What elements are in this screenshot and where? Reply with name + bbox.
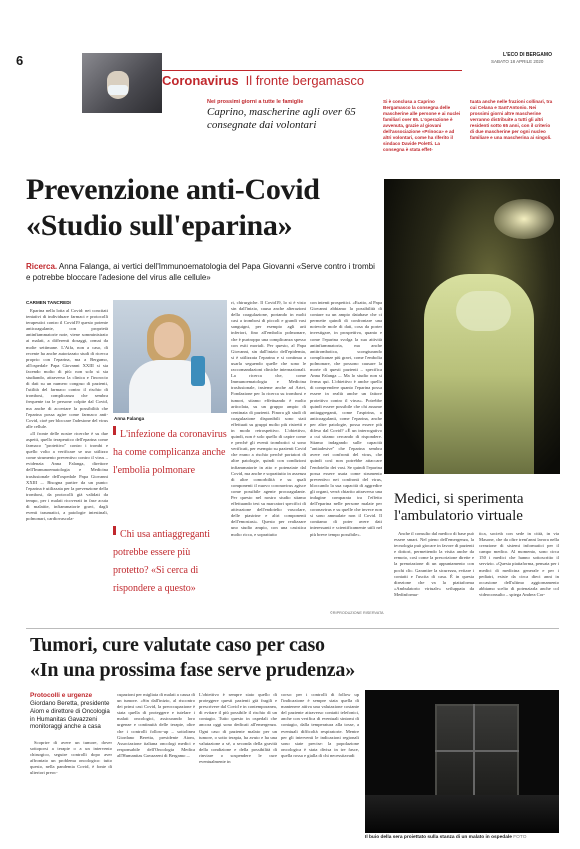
bottom-col2 [117,692,195,830]
main-headline-line1: Prevenzione anti-Covid [26,173,320,206]
night-window-photo [365,690,559,833]
pull-quote-1-text: L'infezione da coronavirus ha come complicanza anche l'embolia polmonare [113,429,227,476]
main-subhead-lead: Ricerca. [26,262,58,271]
mask-shape [108,85,128,95]
bottom-photo-caption [365,835,559,840]
main-col1 [26,308,108,618]
light-glow [494,199,554,239]
main-col3-para: con intenti prospettici. «Esatto, al Papa Giovanni abbiamo la possibilità di contare su un ampio database che ci permette quindi di confrontare una notevole mole di dati, cosa da porter investigare, in prospettiva, quanto e come l'eparina svolga la sua attività antinfiammatoria, ma anche antitrombotica, scongiurando complicanze più gravi, come l'embolia polmonare, che possono causare la morte di questi pazienti – specifica Anna Falanga –. Ma lo studio non si ferma qui. L'obiettivo è anche quello di comprendere quanto l'eparina possa essere in realtà anche un fattore protettivo contro il virus». Potrebbe quindi essere possibile che chi assume antiaggreganti, come l'aspirina, o anticoagulanti, come l'eparina, anche per altre patologie, possa essere più difeso dal Covid? «È un interrogativo a cui stiamo cercando di rispondere. Stiamo indagando sulle capacità "antiadesive" che l'eparina sembra avere nei confronti del virus, che quindi così non potrebbe attaccare l'endotelio dei vasi. Se quindi l'eparina possa essere usata come strumento preventivo nei confronti del virus, bloccando la sua capacità di aggredire gli organi, verrà chiarito attraverso una indagine comparata tra l'effetto dell'eparina nelle persone malate per coronavirus e su quelle che invece non si sono ammalate non il Covid. Il contiamo di poter avere dati interessanti e scientificamente utili nel più breve tempo possibile». [310,300,382,537]
bottom-headline-line1: Tumori, cure valutate caso per caso [30,634,325,656]
portrait-photo [113,300,227,413]
window-frame-h [435,750,519,752]
main-col1-para2: «Il fronte delle nostre ricerche è su due aspetti, quello terapeutico dell'eparina come farmaco "protettivo" contro i trombi e quello volto a verificare se uso utilizzo come strumento preventivo contro il virus – evidenzia Anna Falanga, direttore dell'Immunoematologia e Medicina trasfusionale dell'ospedale Papa Giovanni XXIII –. Bisogna partire da un punto: l'eparina è utilizzata per la prevenzione della trombosi, da protocolli già validati da tempo, per i malati ricoverati in fase acuta di malattie, infiammatorie gravi, dagli eventi traumatici, a patologie intestinali, polmonari, cardiovascola- [26,430,108,522]
main-col3 [310,300,382,610]
top-story-col1: Si è conclusa a Caprino Bergamasco la consegna delle mascherine alle persone e ai nuclei familiari over 65. L'operazione è avvenuta, grazie al giovani dell'associazione «Prinoca» e ad altri volontari, come ha riferito il sindaco Davide Poletti. La consegna è stata effet- [383,99,461,152]
hospital-photo [384,179,560,474]
pull-quote-2 [113,524,227,596]
bottom-col4 [281,692,359,830]
portrait-caption: Anna Falanga [114,416,145,421]
top-story-headline: Caprino, mascherine agli over 65 consegnate dai volontari [207,106,356,131]
side-col2-para: tica, società con sede in città, in via Masone, che da oltre trent'anni lavora nella creazione di sistemi informatici per il campo medico. Al momento, sono circa 150 i medici che hanno sottoscritto il servizio. «Questa piattaforma, pensata per i medici di medicina generale e per i pediatri, esiste da circa dieci anni in occasione dell'ultimo aggiornamento abbiamo scelto di potenziarla anche col videoconsulto – spiega Andrea Cor- [479,531,559,597]
main-subhead [26,262,381,283]
newspaper-date: SABATO 18 APRILE 2020 [491,59,544,64]
section-photo [82,53,162,113]
main-headline-line2: «Studio sull'eparina» [26,209,293,242]
bottom-photo-credit: FOTO [513,835,527,840]
window-light [435,704,519,803]
main-col1-para1: Eparina nella lotta al Covid: nei concitati tentativi di individuare farmaci e protocolli terapeutici contro il Covid19 questo potente anticoagulante, con proprietà antinfiammatorie note, viene somministrato ai malati, a differenti dosaggi, ormai da molte settimane. L'Aifa, non a caso, di recente ha anche autorizzato studi di ricerca proprio con l'eparina, ma a Bergamo, all'ospedale Papa Giovanni XXIII si sta facendo molto di più: non solo si sta studiando, attraverso la clinica e l'incrocio di dati su un numero congruo di pazienti, l'utilità del farmaco contro il rischio di trombosi, complicanza che sembra frequente tra le persone colpite dal Covid, ma anche di accertare la possibilità che l'eparina possa agire come farmaco anti-Covid, cioè per bloccare l'adesione del virus alle cellule. [26,308,108,429]
portrait-face [154,322,184,358]
top-story-kicker: Nei prossimi giorni a tutte le famiglie [207,99,304,105]
bottom-kicker: Protocolli e urgenze [30,692,93,699]
pull-quote-2-text: Chi usa antiaggreganti potrebbe essere più protetto? «Si cerca di rispondere a questo» [113,529,210,594]
bottom-col1 [30,740,112,830]
main-subhead-text: Anna Falanga, ai vertici dell'Immunoematologia del Papa Giovanni «Serve contro i trombi e potrebbe bloccare l'adesione del virus alle cellule» [26,262,375,282]
bottom-headline-line2: «In una prossima fase serve prudenza» [30,659,356,681]
bed-silhouette [365,795,559,833]
bottom-photo-caption-text: Il buio della sera proiettato sulla stanza di un malato in ospedale [365,835,512,840]
portrait-bottle [191,356,205,386]
quote-marker [113,526,116,535]
side-story-headline: Medici, si sperimenta l'ambulatorio virtuale [394,491,524,524]
bottom-kicker-text: Giordano Beretta, presidente Aiom e direttore di Oncologia in Humanitas Gavazzeni monitoraggi anche a casa [30,700,110,731]
side-col1 [394,531,474,619]
newspaper-name: L'ECO DI BERGAMO [503,52,552,58]
copyright-note: ©RIPRODUZIONE RISERVATA [330,611,384,615]
pull-quote-1 [113,424,227,478]
byline: CARMEN TANCREDI [26,300,71,305]
main-col2 [231,300,306,618]
side-col1-para: Anche il consulto dal medico di base può essere smart. Nel pieno dell'emergenza, la tecnologia può giocare in favore di pazienti e dottori, permettendo la visita anche da remoto, così come la prescrizione dirette e la prenotazione di un appuntamento con pochi clic. Garantire la sicurezza, evitare i contatti e l'uscita di casa. È in questa direzione che va la piattaforma «Ambulatorio virtuale» sviluppata da Medinforma- [394,531,474,597]
bottom-col1-para: Scoprire di avere un tumore, dover sottoporsi a terapie o a un intervento chirurgico, seguire controlli dopo aver affrontato un problema oncologico: tutto questo, nella pandemia Covid, è fonte di ulteriori preoc- [30,740,112,776]
page-number: 6 [16,53,24,68]
quote-marker [113,426,116,435]
section-label-bold: Coronavirus [162,73,239,88]
top-story-col2: tuata anche nelle frazioni collinari, tra cui Celana e Sant'Antonio. Nei prossimi giorni altre mascherine verranno distribuite a tutti gli altri residenti sotto 65 anni, con il criterio di due mascherine per ogni nucleo familiare e una mascherina ai singoli. [470,99,553,140]
bottom-divider [26,628,559,629]
side-col2 [479,531,559,619]
section-banner [162,70,462,93]
bottom-col3-para: L'obiettivo è sempre stato quello di proteggere questi pazienti già fragili e prescrivere dal Covid e in contemporanea, di evitare il più possibile il rischio di un contagio. Tutto questo in ospedali che ancora oggi sono dedicati all'emergenza. Ogni caso di paziente malato per un tumore, o sotto terapia, ha avuto e ha una valutazione a sé, a seconda della gravità della condizione e della possibilità di rinviare o sospendere le cure eventualmente in [199,692,277,765]
bottom-col2-para: cupazioni per migliaia di malati a causa di un tumore. «Sin dall'inizio, al riscontro dei primi casi Covid, la preoccupazione è stata quella di proteggere e tutelare i malati oncologici, assicurando loro urgenze e continuità delle terapie, oltre che i controlli follow-up – sottolinea Giordano Beretta, presidente Aiom, Associazione italiana oncologi medici e responsabile dell'Oncologia Medica all'Humanitas Gavazzeni di Bergamo –. [117,692,195,758]
main-col2-para: ri, chirurgiche. Il Covid19, lo si è visto sin dall'inizio, causa anche alterazioni della coagulazione, portando in molti casi a trombosi di piccoli e grandi vasi sanguigni, per esempio agli arti inferiori, fino all'embolia polmonare, che è purtroppo una complicanza spesso con esiti mortali. Per questo, al Papa Giovanni, sin dall'inizio dell'epidemia, si è utilizzata l'eparina e si continua a usarla seguendo quelle che sono le raccomandazioni cliniche internazionali. La ricerca che, come Immunoematologia e Medicina trasfusionale, insieme anche ad Artet, Fondazione per la ricerca su trombosi e tumori, stiamo effettuando è molto articolata, su un gruppo ampio di centinaia di pazienti. Finora gli studi di coagulazione disponibili sono stati effettuati su gruppi molto più ristretti e in modo retrospettivo. L'obiettivo, quindi, non è solo quello di capire come e perché gli eventi trombotici si sono verificati, per esempio su pazienti Covid che erano a rischio perché portatori di altre patologie, quindi con condizioni infiammatorie in atto e potenziate dal Covid, ma anche e soprattutto in assenza di altre comorbilità e su quali componenti il nuovo coronavirus agisce come possibile agente procoagulante. Per questo nel nostro studio stiamo effettuando test su marcatori specifici di attivazione dell'endotelio vascolare, delle piastrine e altri componenti dell'emostasi». Questo per realizzare uno studio ampio, con una casistica molto ricca, e soprattutto [231,300,306,537]
section-label: Il fronte bergamasco [245,73,365,88]
bottom-col3 [199,692,277,830]
window-frame-v [473,704,475,803]
face-shield-shape [456,291,511,331]
bottom-col4-para: corso: per i controlli di follow up l'indicazione è sempre stata quella di mantenere attiva una valutazione costante del paziente attraverso contatti telefonici, anche con verifica di eventuali sintomi di contagio, dalla temperatura alla tosse, a eventuali difficoltà respiratorie. Mentre per gli interventi le indicazioni regionali sono state precise: la popolazione oncologica è stata divisa in tre fasce, quella rossa e gialla di chi necessitavadi [281,692,359,758]
